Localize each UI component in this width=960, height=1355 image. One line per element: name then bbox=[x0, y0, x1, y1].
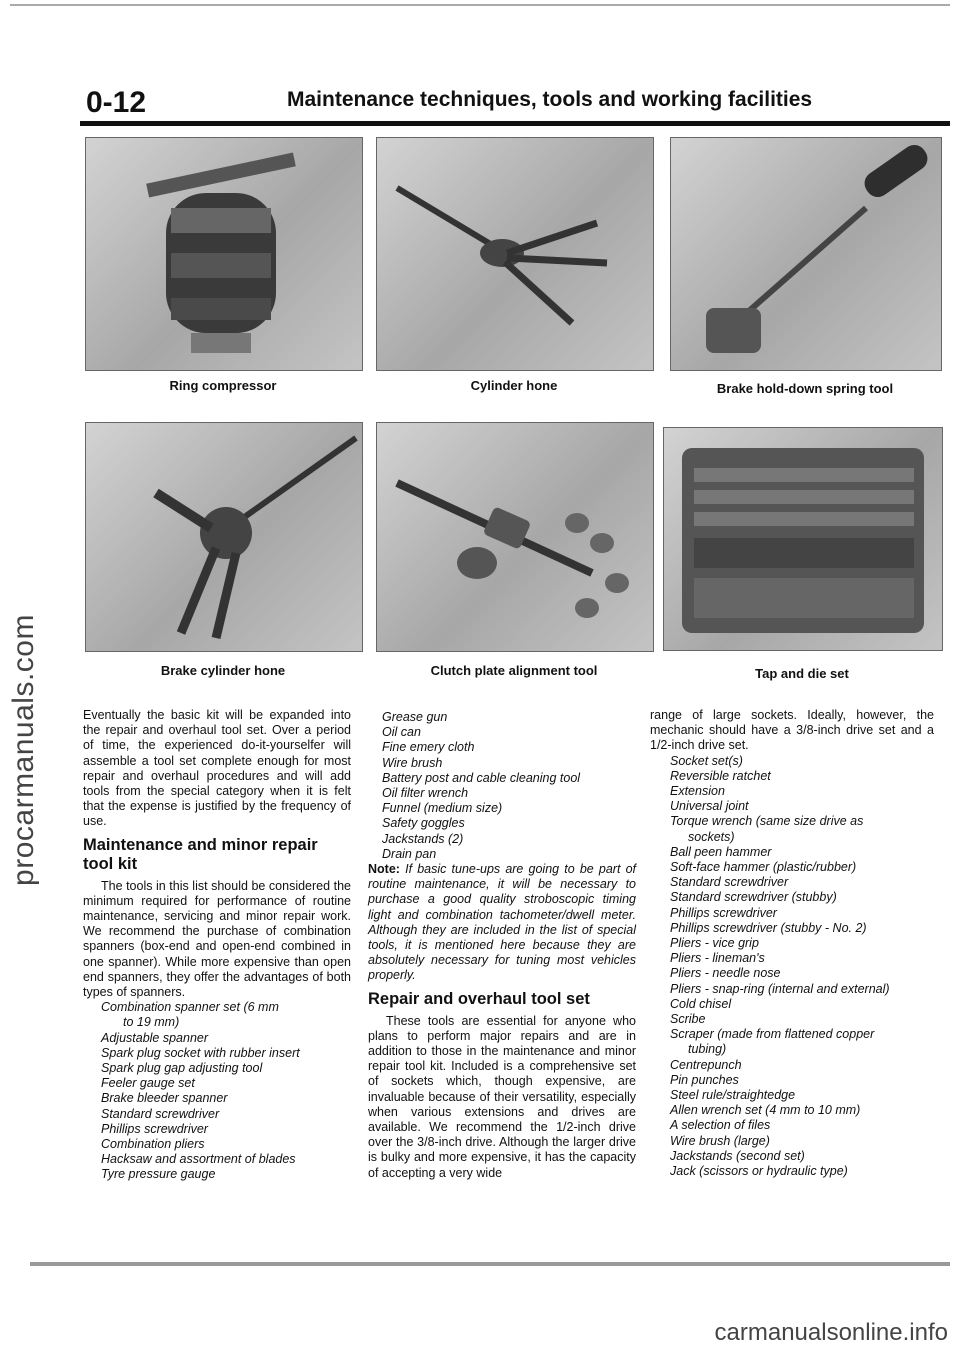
top-scan-rule bbox=[10, 4, 950, 6]
note-label: Note: bbox=[368, 862, 400, 877]
figure-caption: Tap and die set bbox=[755, 666, 849, 681]
list-item: Safety goggles bbox=[382, 816, 465, 831]
list-item: Combination spanner set (6 mm bbox=[101, 1000, 279, 1015]
intro-paragraph: Eventually the basic kit will be expanded into the repair and overhaul tool set. Over a period of time, the experienced do-it-yourselfer will assemble a tool set complete enough for most repair and overhaul procedures and will add tools from the special category when it is felt that the expense is justified by the frequency of use. bbox=[83, 708, 351, 829]
list-item: Combination pliers bbox=[101, 1137, 205, 1152]
text-column-1 bbox=[83, 708, 351, 1183]
list-item: Universal joint bbox=[670, 799, 749, 814]
tap-and-die-set-photo bbox=[663, 427, 943, 651]
list-item: Spark plug socket with rubber insert bbox=[101, 1045, 300, 1060]
body-paragraph: The tools in this list should be considered the minimum required for performance of routine maintenance, servicing and minor repair work. We recommend the purchase of combination spanners (box-end and open-end combined in one spanner). While more expensive than open end spanners, they offer the advantages of both types of spanners. bbox=[83, 878, 351, 1000]
list-item: Scribe bbox=[670, 1012, 706, 1027]
list-item: Fine emery cloth bbox=[382, 740, 475, 755]
list-item: Grease gun bbox=[382, 710, 448, 724]
text-column-2 bbox=[368, 710, 636, 1181]
section-heading: Maintenance and minor repair tool kit bbox=[83, 835, 318, 873]
list-item: Oil can bbox=[382, 725, 421, 740]
tool-list bbox=[83, 1000, 351, 1182]
list-item: Standard screwdriver bbox=[101, 1106, 220, 1121]
page-title: Maintenance techniques, tools and working facilities bbox=[287, 88, 813, 111]
list-item: Hacksaw and assortment of blades bbox=[101, 1152, 296, 1167]
text-column-3 bbox=[650, 708, 934, 1179]
list-item: Standard screwdriver (stubby) bbox=[670, 890, 837, 905]
side-watermark: procarmanuals.com bbox=[7, 614, 40, 886]
list-item: Funnel (medium size) bbox=[382, 801, 503, 816]
footer-scan-rule bbox=[30, 1262, 950, 1266]
list-item: Ball peen hammer bbox=[670, 844, 772, 859]
list-item: Adjustable spanner bbox=[101, 1030, 209, 1045]
ring-compressor-photo bbox=[85, 137, 363, 371]
list-item: Battery post and cable cleaning tool bbox=[382, 770, 581, 785]
list-item: Soft-face hammer (plastic/rubber) bbox=[670, 860, 857, 875]
list-item: tubing) bbox=[688, 1042, 727, 1057]
figure-caption: Brake hold-down spring tool bbox=[716, 381, 894, 396]
list-item: Extension bbox=[670, 784, 725, 799]
figure-caption: Ring compressor bbox=[169, 378, 277, 393]
list-item: Phillips screwdriver (stubby - No. 2) bbox=[670, 920, 867, 935]
body-paragraph: These tools are essential for anyone who plans to perform major repairs and are in addition to those in the maintenance and minor repair tool kit. Included is a comprehensive set of sockets which, though expensive, are invaluable because of their versatility, especially when various extensions and drives are available. We recommend the 1/2-inch drive over the 3/8-inch drive. Although the larger drive is bulky and more expensive, it has the capacity of accepting a very wide bbox=[368, 1013, 636, 1180]
list-item: Phillips screwdriver bbox=[670, 905, 777, 920]
list-item: Tyre pressure gauge bbox=[101, 1167, 216, 1182]
list-item: Pliers - vice grip bbox=[670, 936, 759, 951]
cylinder-hone-photo bbox=[376, 137, 654, 371]
list-item: Wire brush bbox=[382, 755, 443, 770]
header-rule bbox=[80, 121, 950, 126]
list-item: Socket set(s) bbox=[670, 753, 743, 768]
list-item: Steel rule/straightedge bbox=[670, 1088, 796, 1103]
body-paragraph: range of large sockets. Ideally, however, the mechanic should have a 3/8-inch drive set and a 1/2-inch drive set. bbox=[650, 708, 934, 753]
bottom-watermark: carmanualsonline.info bbox=[714, 1319, 948, 1346]
list-item: Oil filter wrench bbox=[382, 786, 469, 801]
brake-spring-tool-photo bbox=[670, 137, 942, 371]
figure-caption: Brake cylinder hone bbox=[160, 663, 286, 678]
list-item: Pliers - lineman's bbox=[670, 951, 765, 966]
list-item: sockets) bbox=[688, 829, 735, 844]
list-item: Feeler gauge set bbox=[101, 1076, 195, 1091]
list-item: Allen wrench set (4 mm to 10 mm) bbox=[670, 1103, 861, 1118]
figure-caption: Clutch plate alignment tool bbox=[430, 663, 598, 678]
list-item: Centrepunch bbox=[670, 1057, 742, 1072]
list-item: Cold chisel bbox=[670, 996, 732, 1011]
figure-caption: Cylinder hone bbox=[470, 378, 558, 393]
list-item: Phillips screwdriver bbox=[101, 1121, 208, 1136]
list-item: Standard screwdriver bbox=[670, 875, 789, 890]
tool-list bbox=[368, 710, 636, 862]
section-heading: Repair and overhaul tool set bbox=[368, 989, 590, 1008]
list-item: Pliers - needle nose bbox=[670, 966, 781, 981]
list-item: to 19 mm) bbox=[123, 1015, 180, 1030]
list-item: Torque wrench (same size drive as bbox=[670, 814, 864, 829]
brake-cylinder-hone-photo bbox=[85, 422, 363, 652]
list-item: Jackstands (2) bbox=[382, 831, 464, 846]
list-item: Reversible ratchet bbox=[670, 768, 771, 783]
note-text: If basic tune-ups are going to be part of routine maintenance, it will be necessary to purchase a good quality stroboscopic timing light and combination tachometer/dwell meter. Although they are included in the list of special tools, it is mentioned here because they are absolutely necessary for tuning most vehicles properly. bbox=[368, 862, 636, 983]
list-item: Pin punches bbox=[670, 1072, 739, 1087]
list-item: Pliers - snap-ring (internal and external) bbox=[670, 981, 890, 996]
page-number: 0-12 bbox=[86, 86, 147, 119]
list-item: Jackstands (second set) bbox=[670, 1148, 805, 1163]
list-item: Wire brush (large) bbox=[670, 1133, 770, 1148]
note-paragraph bbox=[368, 862, 636, 984]
clutch-alignment-tool-photo bbox=[376, 422, 654, 652]
list-item: Scraper (made from flattened copper bbox=[670, 1027, 875, 1042]
list-item: Spark plug gap adjusting tool bbox=[101, 1061, 263, 1076]
list-item: Brake bleeder spanner bbox=[101, 1091, 228, 1106]
list-item: Jack (scissors or hydraulic type) bbox=[670, 1164, 848, 1179]
list-item: A selection of files bbox=[670, 1118, 771, 1133]
tool-list bbox=[650, 754, 934, 1180]
list-item: Drain pan bbox=[382, 846, 437, 861]
